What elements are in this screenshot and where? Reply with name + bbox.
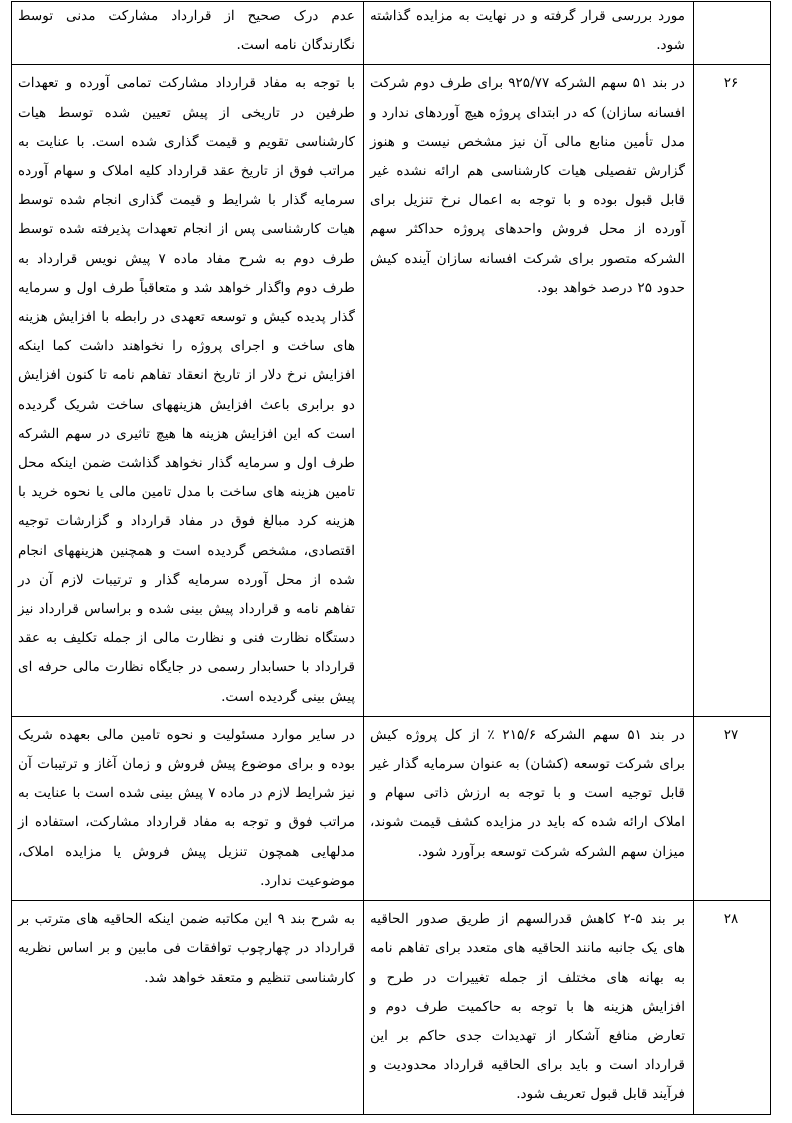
clause-cell: مورد بررسی قرار گرفته و در نهایت به مزایده گذاشته شود. [364,2,694,65]
document-page [11,1,771,1115]
response-cell: عدم درک صحیح از قرارداد مشارکت مدنی توسط نگارندگان نامه است. [12,2,364,65]
clause-cell: در بند ۵۱ سهم الشرکه ۹۲۵/۷۷ برای طرف دوم شرکت افسانه سازان) که در ابتدای پروژه هیچ آوردهای ندارد و مدل تأمین منابع مالی آن نیز مشخص نیست و هنوز گزارش تفصیلی هیات کارشناسی هم ارائه نشده غیر قابل قبول بوده و با توجه به اعمال نرخ تنزیل برای آورده از محل فروش واحدهای پروژه حداکثر سهم الشرکه متصور برای شرکت افسانه سازان آینده کیش حدود ۲۵ درصد خواهد بود. [364,65,694,716]
row-number-cell: ۲۸ [694,901,771,1114]
row-number-cell: ۲۷ [694,716,771,900]
row-number-cell: ۲۶ [694,65,771,716]
clause-cell: بر بند ۵-۲ کاهش قدرالسهم از طریق صدور الحاقیه های یک جانبه مانند الحاقیه های متعدد برای تفاهم نامه به بهانه های مختلف از جمله تغییرات در طرح و افزایش هزینه ها با توجه به حاکمیت طرف دوم و تعارض منافع آشکار از تهدیدات جدی حاکم بر این قرارداد است و باید برای الحاقیه قرارداد محدودیت و فرآیند قابل قبول تعریف شود. [364,901,694,1114]
table-row [12,2,771,65]
table-row [12,65,771,716]
response-cell: به شرح بند ۹ این مکاتبه ضمن اینکه الحاقیه های مترتب بر قرارداد در چهارچوب توافقات فی مابین و بر اساس نظریه کارشناسی تنظیم و متعقد خواهد شد. [12,901,364,1114]
comments-response-table [11,1,771,1115]
table-row [12,716,771,900]
table-row [12,901,771,1114]
row-number-cell [694,2,771,65]
clause-cell: در بند ۵۱ سهم الشرکه ۲۱۵/۶ ٪ از کل پروژه کیش برای شرکت توسعه (کشان) به عنوان سرمایه گذار غیر قابل توجیه است و با توجه به ارزش ذاتی سهام و املاک ارائه شده که باید در مزایده کشف قیمت شوند، میزان سهم الشرکه شرکت توسعه برآورد شود. [364,716,694,900]
response-cell: با توجه به مفاد قرارداد مشارکت تمامی آورده و تعهدات طرفین در تاریخی از پیش تعیین شده توسط هیات کارشناسی تقویم و قیمت گذاری شده است. با عنایت به مراتب فوق از تاریخ عقد قرارداد کلیه املاک و سهام آورده سرمایه گذار با شرایط و قیمت گذاری انجام شده توسط هیات کارشناسی پس از انجام تعهدات پذیرفته شده توسط طرف دوم به شرح مفاد ماده ۷ پیش نویس قرارداد به طرف دوم واگذار خواهد شد و متعاقباً طرف اول و سرمایه گذار پدیده کیش و توسعه تعهدی در رابطه با افزایش هزینه های ساخت و اجرای پروژه را نخواهند داشت کما اینکه افزایش نرخ دلار از تاریخ انعقاد تفاهم نامه تا کنون افزایش دو برابری باعث افزایش هزینههای ساخت شریک گردیده است که این افزایش هزینه ها هیچ تاثیری در سهم الشرکه طرف اول و سرمایه گذار نخواهد گذاشت ضمن اینکه محل تامین هزینه های ساخت با مدل تامین مالی یا نحوه خرید با هزینه کرد مبالغ فوق در مفاد قرارداد و گزارشات توجیه اقتصادی، مشخص گردیده است و همچنین هزینههای انجام شده از محل آورده سرمایه گذار و ترتیبات لازم آن در تفاهم نامه و قرارداد پیش بینی شده و براساس قرارداد نیز دستگاه نظارت فنی و نظارت مالی از جمله تکلیف به عقد قرارداد با حسابدار رسمی در جایگاه نظارت مالی حرفه ای پیش بینی گردیده است. [12,65,364,716]
response-cell: در سایر موارد مسئولیت و نحوه تامین مالی بعهده شریک بوده و برای موضوع پیش فروش و زمان آغاز و ترتیبات آن نیز شرایط لازم در ماده ۷ پیش بینی شده است با عنایت به مراتب فوق و توجه به مفاد قرارداد مشارکت، استفاده از مدلهایی همچون تنزیل پیش فروش یا مزایده املاک، موضوعیت ندارد. [12,716,364,900]
